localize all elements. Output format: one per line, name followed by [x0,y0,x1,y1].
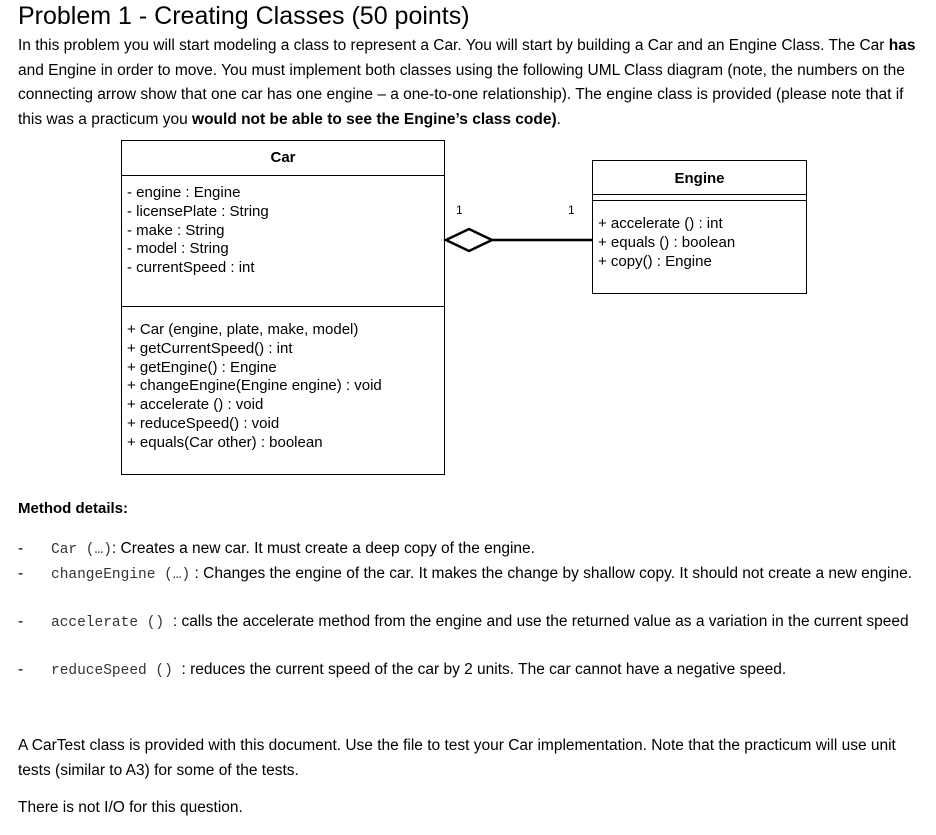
car-class-box [121,140,445,475]
engine-method: + accelerate () : int [598,215,723,232]
io-note: There is not I/O for this question. [18,799,243,816]
multiplicity-engine: 1 [568,203,575,217]
method-description: : Creates a new car. It must create a deep copy of the engine. [111,540,535,557]
car-class-name: Car [122,141,444,176]
car-attribute: - engine : Engine [127,184,241,201]
test-paragraph: A CarTest class is provided with this document. Use the file to test your Car implementation. Note that the practicum will use unit tests (similar to A3) for some of the tests. [18,737,896,779]
method-code: reduceSpeed () [51,663,182,679]
car-attribute: - currentSpeed : int [127,259,255,277]
car-method: + accelerate () : void [127,396,264,414]
engine-methods [593,215,806,271]
car-divider [122,306,444,307]
method-code: changeEngine (…) [51,567,191,583]
bullet-dash: - [18,613,24,630]
engine-method: + copy() : Engine [598,252,712,270]
problem-title: Problem 1 - Creating Classes (50 points) [18,2,470,30]
method-description: : reduces the current speed of the car by 2 units. The car cannot have a negative speed. [181,661,787,678]
car-attribute: - make : String [127,221,225,239]
engine-class-box [592,160,807,294]
car-attribute: - model : String [127,240,229,258]
method-description: : calls the accelerate method from the engine and use the returned value as a variation in the current speed [172,613,909,630]
method-code: Car (…) [51,542,112,558]
car-attributes [122,184,444,278]
car-method: + Car (engine, plate, make, model) [127,321,359,338]
engine-divider [593,200,806,201]
method-details-heading: Method details: [18,500,129,517]
multiplicity-car: 1 [456,203,463,217]
aggregation-diamond [446,229,492,251]
method-description: : Changes the engine of the car. It makes the change by shallow copy. It should not create a new engine. [190,565,913,582]
car-attribute: - licensePlate : String [127,202,269,220]
bullet-dash: - [18,661,24,678]
car-method: + changeEngine(Engine engine) : void [127,377,382,395]
car-method: + equals(Car other) : boolean [127,433,323,451]
engine-class-name: Engine [593,161,806,195]
bullet-dash: - [18,540,24,557]
car-methods [122,321,444,453]
car-method: + getEngine() : Engine [127,358,277,376]
intro-paragraph: In this problem you will start modeling a class to represent a Car. You will start by building a Car and an Engine Class. The Car has and Engine in order to move. You must implement both classes using the following UML Class diagram (note, the numbers on the connecting arrow show that one car has one engine – a one-to-one relationship). The engine class is provided (please note that if this was a practicum you would not be able to see the Engine’s class code). [18,37,916,128]
engine-method: + equals () : boolean [598,233,736,251]
car-method: + getCurrentSpeed() : int [127,339,293,357]
bullet-dash: - [18,565,24,582]
car-method: + reduceSpeed() : void [127,414,280,432]
method-code: accelerate () [51,615,173,631]
